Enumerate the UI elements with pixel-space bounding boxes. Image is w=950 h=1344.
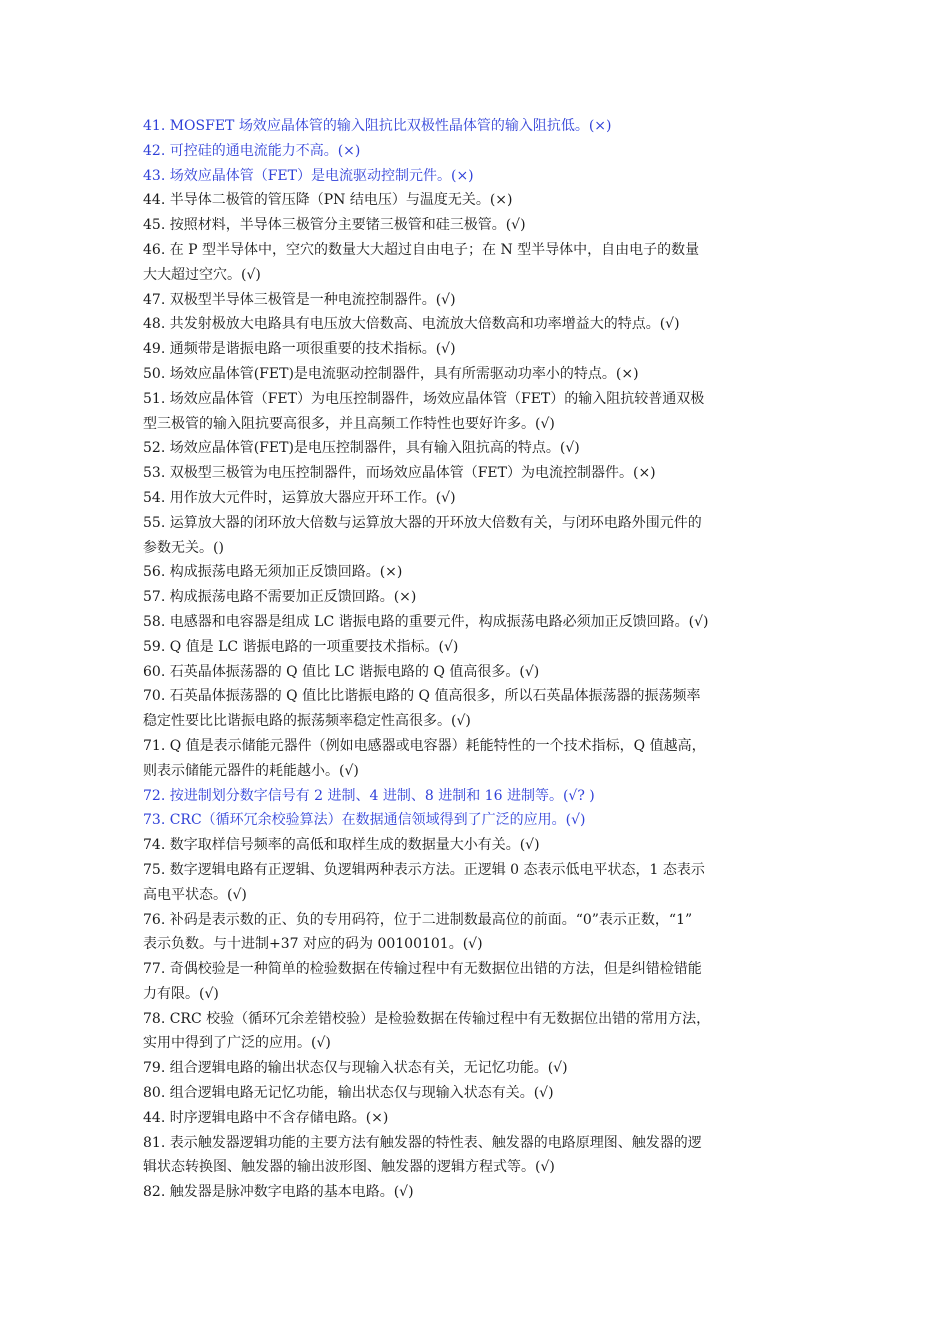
text-line: 46. 在 P 型半导体中，空穴的数量大大超过自由电子；在 N 型半导体中，自由电子的数量 <box>143 241 700 258</box>
text-line: 75. 数字逻辑电路有正逻辑、负逻辑两种表示方法。正逻辑 0 态表示低电平状态，1 态表示 <box>143 861 705 878</box>
text-line: 71. Q 值是表示储能元器件（例如电感器或电容器）耗能特性的一个技术指标，Q 值越高， <box>143 737 706 754</box>
text-line: 45. 按照材料，半导体三极管分主要锗三极管和硅三极管。(√) <box>143 217 526 234</box>
text-line: 53. 双极型三极管为电压控制器件，而场效应晶体管（FET）为电流控制器件。(×) <box>143 465 656 482</box>
text-line: 型三极管的输入阻抗要高很多，并且高频工作特性也要好许多。(√) <box>143 415 555 432</box>
text-line: 70. 石英晶体振荡器的 Q 值比比谐振电路的 Q 值高很多，所以石英晶体振荡器的振荡频率 <box>143 688 701 705</box>
text-line: 54. 用作放大元件时，运算放大器应开环工作。(√) <box>143 489 456 506</box>
text-line: 80. 组合逻辑电路无记忆功能，输出状态仅与现输入状态有关。(√) <box>143 1085 554 1102</box>
text-line: 42. 可控硅的通电流能力不高。(×) <box>143 142 361 159</box>
text-line: 实用中得到了广泛的应用。(√) <box>143 1035 331 1052</box>
text-line: 49. 通频带是谐振电路一项很重要的技术指标。(√) <box>143 341 456 358</box>
document-body <box>143 114 811 1205</box>
text-line: 60. 石英晶体振荡器的 Q 值比 LC 谐振电路的 Q 值高很多。(√) <box>143 663 540 680</box>
text-line: 51. 场效应晶体管（FET）为电压控制器件，场效应晶体管（FET）的输入阻抗较普通双极 <box>143 390 705 407</box>
text-line: 高电平状态。(√) <box>143 886 247 903</box>
text-line: 力有限。(√) <box>143 985 219 1002</box>
text-line: 47. 双极型半导体三极管是一种电流控制器件。(√) <box>143 291 456 308</box>
text-line: 44. 半导体二极管的管压降（PN 结电压）与温度无关。(×) <box>143 192 513 209</box>
text-line: 76. 补码是表示数的正、负的专用码符，位于二进制数最高位的前面。“0”表示正数，“1” <box>143 911 693 928</box>
text-line: 59. Q 值是 LC 谐振电路的一项重要技术指标。(√) <box>143 638 459 655</box>
text-line: 78. CRC 校验（循环冗余差错校验）是检验数据在传输过程中有无数据位出错的常用方法， <box>143 1010 711 1027</box>
text-line: 82. 触发器是脉冲数字电路的基本电路。(√) <box>143 1184 414 1201</box>
text-line: 48. 共发射极放大电路具有电压放大倍数高、电流放大倍数高和功率增益大的特点。(√) <box>143 316 680 333</box>
text-line: 77. 奇偶校验是一种简单的检验数据在传输过程中有无数据位出错的方法，但是纠错检错能 <box>143 961 702 978</box>
text-line: 43. 场效应晶体管（FET）是电流驱动控制元件。(×) <box>143 167 474 184</box>
text-line: 72. 按进制划分数字信号有 2 进制、4 进制、8 进制和 16 进制等。(√? ) <box>143 787 595 804</box>
text-line: 58. 电感器和电容器是组成 LC 谐振电路的重要元件，构成振荡电路必须加正反馈回路。(√) <box>143 613 709 630</box>
text-line: 56. 构成振荡电路无须加正反馈回路。(×) <box>143 564 403 581</box>
text-line: 55. 运算放大器的闭环放大倍数与运算放大器的开环放大倍数有关，与闭环电路外围元件的 <box>143 514 702 531</box>
text-line: 73. CRC（循环冗余校验算法）在数据通信领域得到了广泛的应用。(√) <box>143 812 586 829</box>
text-line: 74. 数字取样信号频率的高低和取样生成的数据量大小有关。(√) <box>143 837 540 854</box>
text-line: 参数无关。() <box>143 539 224 556</box>
text-line: 44. 时序逻辑电路中不含存储电路。(×) <box>143 1109 389 1126</box>
text-line: 表示负数。与十进制+37 对应的码为 00100101。(√) <box>143 936 483 953</box>
text-line: 大大超过空穴。(√) <box>143 266 261 283</box>
text-line: 辑状态转换图、触发器的输出波形图、触发器的逻辑方程式等。(√) <box>143 1159 555 1176</box>
text-line: 79. 组合逻辑电路的输出状态仅与现输入状态有关，无记忆功能。(√) <box>143 1060 568 1077</box>
text-line: 81. 表示触发器逻辑功能的主要方法有触发器的特性表、触发器的电路原理图、触发器的逻 <box>143 1134 702 1151</box>
text-line: 41. MOSFET 场效应晶体管的输入阻抗比双极性晶体管的输入阻抗低。(×) <box>143 118 612 134</box>
text-line: 57. 构成振荡电路不需要加正反馈回路。(×) <box>143 589 417 606</box>
text-line: 稳定性要比比谐振电路的振荡频率稳定性高很多。(√) <box>143 713 471 730</box>
text-line: 50. 场效应晶体管(FET)是电流驱动控制器件，具有所需驱动功率小的特点。(×) <box>143 365 639 382</box>
text-line: 则表示储能元器件的耗能越小。(√) <box>143 762 359 779</box>
text-line: 52. 场效应晶体管(FET)是电压控制器件，具有输入阻抗高的特点。(√) <box>143 440 580 457</box>
